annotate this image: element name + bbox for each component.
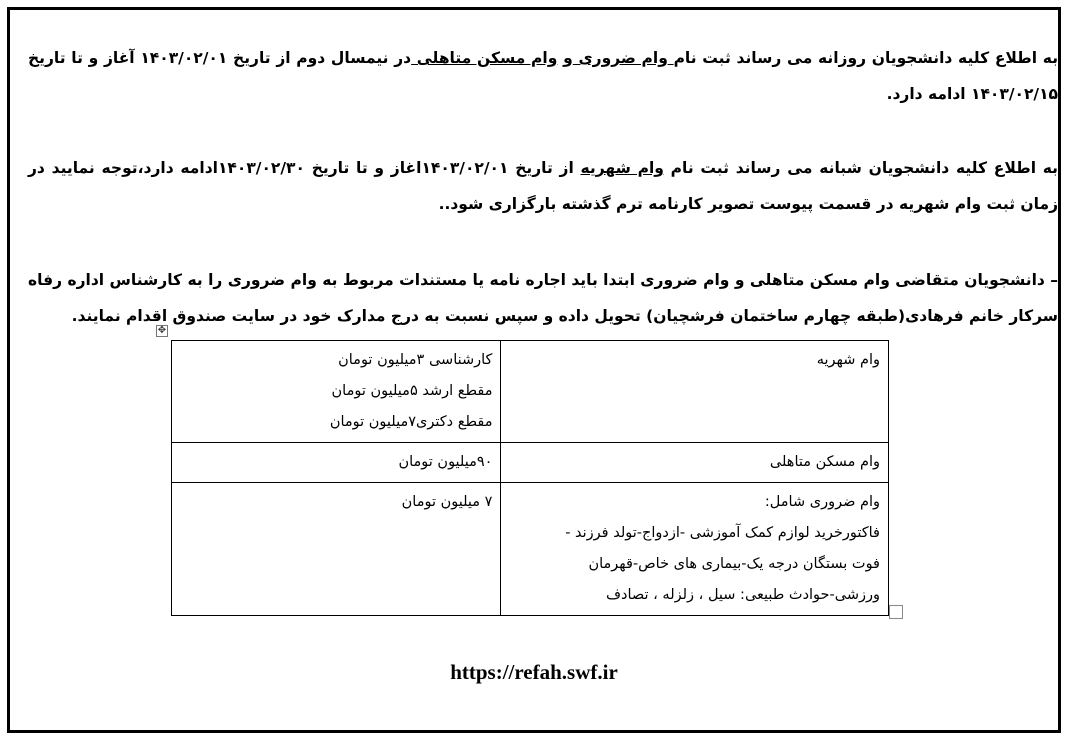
p2-tuition-loan: وام شهریه (580, 159, 664, 177)
loan-amount-cell (172, 483, 501, 616)
amount-emergency: ۷ میلیون تومان (401, 494, 493, 510)
announcement-documents: – دانشجویان متقاضی وام مسکن متاهلی و وام ضروری ابتدا باید اجاره نامه یا مستندات مربوط به وام ضروری را به کارشناس اداره رفاه سرکار خانم فرهادی(طبقه چهارم ساختمان فرشچیان) تحویل داده و سپس نسبت به درج مدارک خود در سایت صندوق اقدام نمایند. (28, 271, 1058, 325)
p1-and: و (557, 49, 573, 67)
p2-text-a: به اطلاع کلیه دانشجویان شبانه می رساند ثبت نام (663, 159, 1059, 177)
p1-emergency-loan: وام ضروری (572, 49, 674, 67)
table-row (172, 341, 889, 443)
amount-master: مقطع ارشد ۵میلیون تومان (331, 383, 493, 399)
table-row (172, 483, 889, 616)
p2-text-c: از تاریخ ۱۴۰۳/۰۲/۰۱اغاز و تا تاریخ ۱۴۰۳/۰۲/۳۰ادامه دارد،توجه نمایید در زمان ثبت وام شهریه در قسمت پیوست تصویر کارنامه ترم گذشته بارگزاری شود.. (28, 159, 1058, 213)
emergency-detail-line: فاکتورخرید لوازم کمک آموزشی -ازدواج-تولد فرزند - (565, 525, 880, 541)
loan-table (171, 340, 889, 616)
amount-phd: مقطع دکتری۷میلیون تومان (329, 414, 493, 430)
table-row (172, 443, 889, 483)
loan-type-housing: وام مسکن متاهلی (769, 454, 880, 470)
emergency-detail-line: فوت بستگان درجه یک-بیماری های خاص-قهرمان (588, 556, 880, 572)
move-handle-icon[interactable]: ✥ (157, 325, 167, 336)
p1-text-e: در نیمسال دوم از تاریخ ۱۴۰۳/۰۲/۰۱ آغاز و تا تاریخ ۱۴۰۳/۰۲/۱۵ ادامه دارد. (28, 49, 1058, 103)
announcement-daytime (28, 40, 1058, 112)
amount-bachelor: کارشناسی ۳میلیون تومان (338, 352, 493, 368)
emergency-detail-line: ورزشی-حوادث طبیعی: سیل ، زلزله ، تصادف (606, 587, 880, 603)
loan-type-tuition: وام شهریه (816, 352, 880, 368)
loan-type-emergency: وام ضروری شامل: (764, 494, 880, 510)
p1-housing-loan: وام مسکن متاهلی (411, 49, 558, 67)
loan-type-cell (501, 443, 889, 483)
loan-amount-cell (172, 341, 501, 443)
p1-text-a: به اطلاع کلیه دانشجویان روزانه می رساند ثبت نام (673, 49, 1059, 67)
loan-type-cell (501, 341, 889, 443)
website-url[interactable]: https://refah.swf.ir (450, 660, 618, 684)
loan-amount-cell (172, 443, 501, 483)
resize-handle-icon[interactable] (889, 605, 903, 619)
loan-type-cell (501, 483, 889, 616)
amount-housing: ۹۰میلیون تومان (398, 454, 493, 470)
announcement-evening (28, 150, 1058, 222)
